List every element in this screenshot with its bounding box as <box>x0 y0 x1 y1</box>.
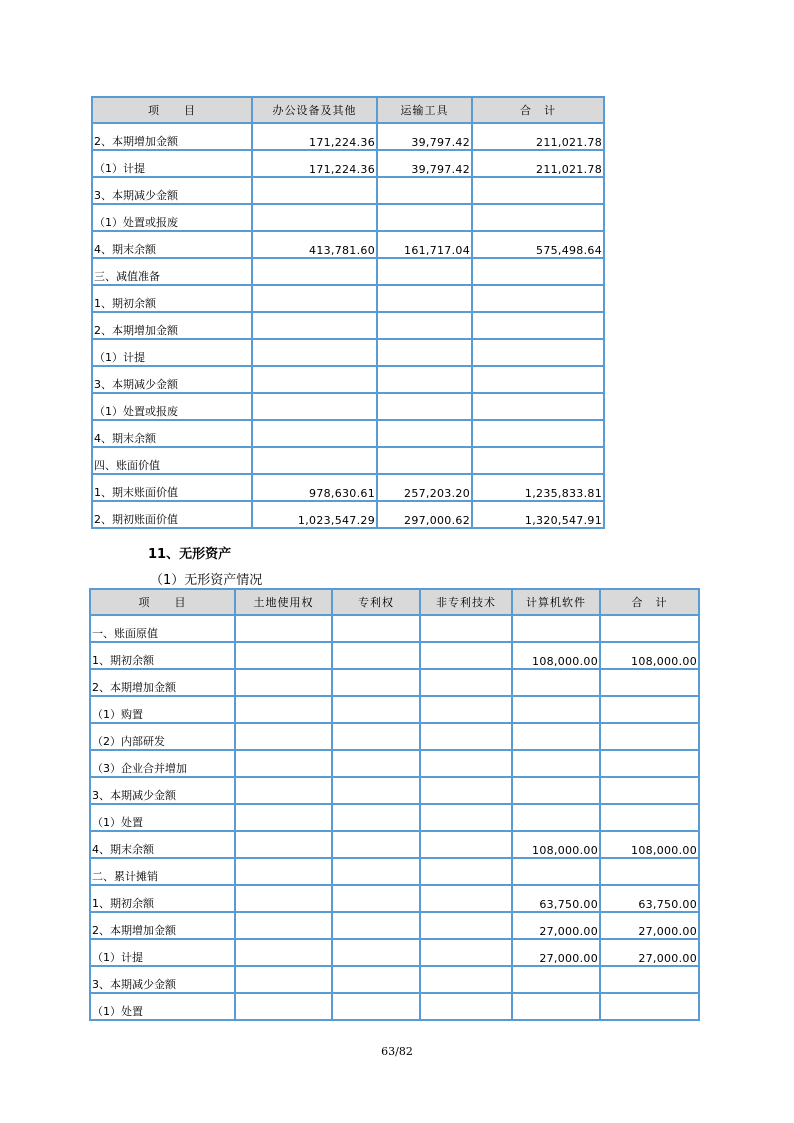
value-cell <box>420 885 512 912</box>
row-label: 三、减值准备 <box>92 258 252 285</box>
row-label: 二、累计摊销 <box>90 858 235 885</box>
column-header: 土地使用权 <box>235 589 332 615</box>
row-label: 2、本期增加金额 <box>92 312 252 339</box>
value-cell <box>600 858 699 885</box>
table-row <box>92 501 604 528</box>
value-cell <box>252 204 377 231</box>
column-header: 非专利技术 <box>420 589 512 615</box>
value-cell <box>377 366 472 393</box>
row-label: 1、期初余额 <box>90 642 235 669</box>
value-cell <box>332 723 420 750</box>
value-cell: 171,224.36 <box>252 123 377 150</box>
table-row <box>92 204 604 231</box>
table-row <box>90 939 699 966</box>
table-row <box>90 696 699 723</box>
value-cell <box>235 966 332 993</box>
value-cell <box>472 285 604 312</box>
table-row <box>90 885 699 912</box>
value-cell <box>235 831 332 858</box>
row-label: 2、本期增加金额 <box>90 912 235 939</box>
value-cell <box>235 912 332 939</box>
value-cell <box>600 723 699 750</box>
row-label: 4、期末余额 <box>90 831 235 858</box>
value-cell <box>600 750 699 777</box>
value-cell <box>512 723 600 750</box>
row-label: （3）企业合并增加 <box>90 750 235 777</box>
value-cell: 575,498.64 <box>472 231 604 258</box>
value-cell: 211,021.78 <box>472 123 604 150</box>
value-cell <box>420 912 512 939</box>
row-label: 3、本期减少金额 <box>90 966 235 993</box>
value-cell <box>600 669 699 696</box>
value-cell <box>235 858 332 885</box>
value-cell <box>512 777 600 804</box>
table-row <box>92 366 604 393</box>
value-cell <box>420 723 512 750</box>
value-cell <box>600 804 699 831</box>
value-cell <box>420 615 512 642</box>
value-cell <box>420 642 512 669</box>
row-label: 1、期初余额 <box>92 285 252 312</box>
column-header: 项 目 <box>90 589 235 615</box>
value-cell <box>420 966 512 993</box>
table-row <box>90 804 699 831</box>
table-row <box>90 750 699 777</box>
table-row <box>92 393 604 420</box>
table-row <box>92 231 604 258</box>
value-cell: 1,023,547.29 <box>252 501 377 528</box>
value-cell <box>377 420 472 447</box>
value-cell <box>472 447 604 474</box>
section-subheading: （1）无形资产情况 <box>150 573 263 588</box>
value-cell <box>377 204 472 231</box>
table-row <box>92 150 604 177</box>
row-label: （1）处置或报废 <box>92 393 252 420</box>
value-cell <box>472 258 604 285</box>
value-cell: 39,797.42 <box>377 123 472 150</box>
value-cell <box>512 669 600 696</box>
intangible-assets-table <box>89 588 700 1021</box>
value-cell: 108,000.00 <box>600 831 699 858</box>
row-label: （1）处置 <box>90 804 235 831</box>
value-cell: 413,781.60 <box>252 231 377 258</box>
row-label: （1）购置 <box>90 696 235 723</box>
row-label: 一、账面原值 <box>90 615 235 642</box>
value-cell <box>332 912 420 939</box>
value-cell: 1,320,547.91 <box>472 501 604 528</box>
value-cell <box>377 177 472 204</box>
value-cell: 171,224.36 <box>252 150 377 177</box>
value-cell <box>235 939 332 966</box>
fixed-assets-table <box>91 96 605 529</box>
table-row <box>90 831 699 858</box>
table-row <box>92 285 604 312</box>
value-cell: 211,021.78 <box>472 150 604 177</box>
value-cell <box>512 966 600 993</box>
value-cell <box>420 993 512 1020</box>
value-cell: 63,750.00 <box>600 885 699 912</box>
value-cell <box>600 966 699 993</box>
row-label: 3、本期减少金额 <box>90 777 235 804</box>
table-row <box>92 447 604 474</box>
row-label: （1）计提 <box>92 339 252 366</box>
section-heading: 11、无形资产 <box>148 547 232 562</box>
value-cell <box>420 804 512 831</box>
value-cell <box>252 447 377 474</box>
value-cell <box>235 750 332 777</box>
value-cell: 108,000.00 <box>600 642 699 669</box>
value-cell <box>512 615 600 642</box>
value-cell <box>472 393 604 420</box>
value-cell <box>377 312 472 339</box>
value-cell <box>235 804 332 831</box>
value-cell <box>235 777 332 804</box>
value-cell <box>377 339 472 366</box>
value-cell <box>472 339 604 366</box>
table-row <box>90 669 699 696</box>
row-label: 3、本期减少金额 <box>92 366 252 393</box>
value-cell <box>512 750 600 777</box>
value-cell: 108,000.00 <box>512 642 600 669</box>
table-row <box>90 615 699 642</box>
value-cell: 297,000.62 <box>377 501 472 528</box>
table-row <box>92 474 604 501</box>
row-label: 1、期末账面价值 <box>92 474 252 501</box>
column-header: 专利权 <box>332 589 420 615</box>
value-cell <box>420 939 512 966</box>
value-cell <box>512 858 600 885</box>
value-cell <box>235 993 332 1020</box>
page-number: 63/82 <box>381 1045 413 1058</box>
row-label: 4、期末余额 <box>92 231 252 258</box>
value-cell: 257,203.20 <box>377 474 472 501</box>
value-cell <box>235 642 332 669</box>
column-header: 合 计 <box>472 97 604 123</box>
row-label: 2、本期增加金额 <box>90 669 235 696</box>
table-row <box>92 420 604 447</box>
value-cell <box>420 777 512 804</box>
value-cell <box>472 177 604 204</box>
table-row <box>92 339 604 366</box>
value-cell <box>235 885 332 912</box>
table-row <box>92 123 604 150</box>
value-cell <box>332 696 420 723</box>
row-label: 1、期初余额 <box>90 885 235 912</box>
row-label: （1）计提 <box>90 939 235 966</box>
value-cell <box>235 615 332 642</box>
column-header: 计算机软件 <box>512 589 600 615</box>
value-cell <box>377 258 472 285</box>
table-row <box>90 777 699 804</box>
value-cell: 27,000.00 <box>600 939 699 966</box>
value-cell <box>420 831 512 858</box>
table-row <box>92 177 604 204</box>
row-label: 3、本期减少金额 <box>92 177 252 204</box>
value-cell <box>377 393 472 420</box>
row-label: （2）内部研发 <box>90 723 235 750</box>
table-row <box>90 723 699 750</box>
value-cell <box>252 312 377 339</box>
value-cell <box>235 723 332 750</box>
value-cell <box>472 420 604 447</box>
value-cell <box>332 642 420 669</box>
row-label: （1）处置 <box>90 993 235 1020</box>
value-cell <box>377 447 472 474</box>
table-row <box>90 966 699 993</box>
value-cell <box>252 177 377 204</box>
value-cell <box>252 366 377 393</box>
value-cell <box>600 777 699 804</box>
value-cell <box>332 966 420 993</box>
value-cell: 27,000.00 <box>512 912 600 939</box>
value-cell <box>600 696 699 723</box>
value-cell <box>472 366 604 393</box>
table-row <box>90 858 699 885</box>
table-row <box>92 312 604 339</box>
value-cell <box>332 777 420 804</box>
value-cell: 1,235,833.81 <box>472 474 604 501</box>
value-cell <box>420 696 512 723</box>
table-row <box>92 258 604 285</box>
value-cell <box>252 420 377 447</box>
value-cell <box>235 696 332 723</box>
value-cell <box>332 993 420 1020</box>
value-cell <box>420 750 512 777</box>
value-cell <box>332 885 420 912</box>
value-cell <box>600 993 699 1020</box>
value-cell <box>512 696 600 723</box>
table-row <box>90 912 699 939</box>
column-header: 合 计 <box>600 589 699 615</box>
value-cell <box>252 258 377 285</box>
row-label: 四、账面价值 <box>92 447 252 474</box>
value-cell <box>332 615 420 642</box>
column-header: 运输工具 <box>377 97 472 123</box>
value-cell <box>252 339 377 366</box>
row-label: 4、期末余额 <box>92 420 252 447</box>
value-cell <box>332 804 420 831</box>
value-cell <box>472 204 604 231</box>
value-cell <box>420 858 512 885</box>
column-header: 项 目 <box>92 97 252 123</box>
value-cell: 39,797.42 <box>377 150 472 177</box>
row-label: （1）处置或报废 <box>92 204 252 231</box>
value-cell <box>420 669 512 696</box>
value-cell <box>472 312 604 339</box>
table-row <box>90 642 699 669</box>
value-cell <box>600 615 699 642</box>
column-header: 办公设备及其他 <box>252 97 377 123</box>
row-label: 2、期初账面价值 <box>92 501 252 528</box>
table-header-row <box>92 97 604 123</box>
value-cell <box>252 393 377 420</box>
value-cell <box>332 939 420 966</box>
value-cell: 27,000.00 <box>512 939 600 966</box>
value-cell: 63,750.00 <box>512 885 600 912</box>
value-cell <box>512 804 600 831</box>
value-cell <box>332 858 420 885</box>
value-cell: 108,000.00 <box>512 831 600 858</box>
value-cell <box>332 750 420 777</box>
value-cell: 161,717.04 <box>377 231 472 258</box>
value-cell <box>377 285 472 312</box>
value-cell <box>332 669 420 696</box>
table-row <box>90 993 699 1020</box>
value-cell: 27,000.00 <box>600 912 699 939</box>
value-cell <box>332 831 420 858</box>
value-cell <box>512 993 600 1020</box>
value-cell <box>235 669 332 696</box>
value-cell: 978,630.61 <box>252 474 377 501</box>
row-label: （1）计提 <box>92 150 252 177</box>
row-label: 2、本期增加金额 <box>92 123 252 150</box>
table-header-row <box>90 589 699 615</box>
value-cell <box>252 285 377 312</box>
